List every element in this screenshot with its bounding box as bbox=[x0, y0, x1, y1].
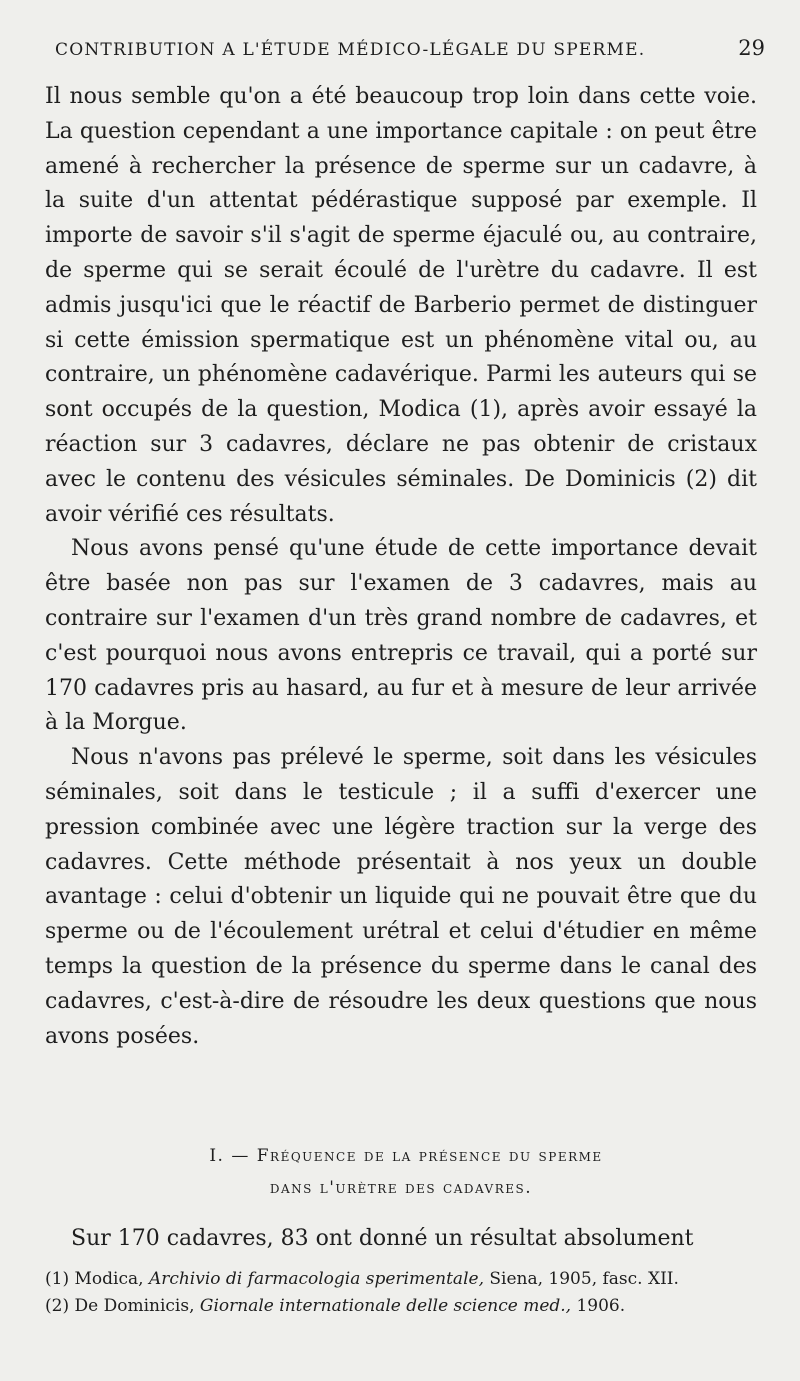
running-header bbox=[55, 36, 765, 60]
section-heading bbox=[45, 1140, 757, 1204]
running-title: CONTRIBUTION A L'ÉTUDE MÉDICO-LÉGALE DU SPERME. bbox=[55, 40, 646, 60]
footnote-marker: (2) bbox=[45, 1296, 70, 1316]
footnote-marker: (1) bbox=[45, 1269, 70, 1289]
section-heading-line-1: I. — Fréquence de la présence du sperme bbox=[209, 1146, 603, 1166]
body-text bbox=[45, 80, 757, 1054]
paragraph-3: Nous n'avons pas prélevé le sperme, soit dans les vésicules séminales, soit dans le testicule ; il a suffi d'exercer une pression combinée avec une légère traction sur la verge des cadavres. Cette méthode présentait à nos yeux un double avantage : celui d'obtenir un liquide qui ne pouvait être que du sperme ou de l'écoulement urétral et celui d'étudier en même temps la question de la présence du sperme dans le canal des cadavres, c'est-à-dire de résoudre les deux questions que nous avons posées. bbox=[45, 745, 757, 1049]
footnote-details: 1906. bbox=[576, 1296, 626, 1316]
footnote-2 bbox=[45, 1295, 757, 1317]
section-heading-line-2: dans l'urètre des cadavres. bbox=[269, 1178, 533, 1198]
page-number: 29 bbox=[738, 36, 765, 60]
footnote-1 bbox=[45, 1268, 757, 1290]
footnote-journal: Giornale internationale delle science med., bbox=[199, 1296, 572, 1316]
footnote-author: Modica, bbox=[74, 1269, 144, 1289]
paragraph-1: Il nous semble qu'on a été beaucoup trop loin dans cette voie. La question cependant a une importance capitale : on peut être amené à rechercher la présence de sperme sur un cadavre, à la suite d'un attentat pédérastique supposé par exemple. Il importe de savoir s'il s'agit de sperme éjaculé ou, au contraire, de sperme qui se serait écoulé de l'urètre du cadavre. Il est admis jusqu'ici que le réactif de Barberio permet de distinguer si cette émission spermatique est un phénomène vital ou, au contraire, un phénomène cadavérique. Parmi les auteurs qui se sont occupés de la question, Modica (1), après avoir essayé la réaction sur 3 cadavres, déclare ne pas obtenir de cristaux avec le contenu des vésicules séminales. De Dominicis (2) dit avoir vérifié ces résultats. bbox=[45, 84, 757, 527]
paragraph-4: Sur 170 cadavres, 83 ont donné un résultat absolument bbox=[71, 1226, 694, 1251]
footnotes bbox=[45, 1268, 757, 1322]
paragraph-2: Nous avons pensé qu'une étude de cette importance devait être basée non pas sur l'examen de 3 cadavres, mais au contraire sur l'examen d'un très grand nombre de cadavres, et c'est pourquoi nous avons entrepris ce travail, qui a porté sur 170 cadavres pris au hasard, au fur et à mesure de leur arrivée à la Morgue. bbox=[45, 536, 757, 736]
footnote-journal: Archivio di farmacologia sperimentale, bbox=[148, 1269, 484, 1289]
footnote-author: De Dominicis, bbox=[74, 1296, 195, 1316]
footnote-details: Siena, 1905, fasc. XII. bbox=[489, 1269, 679, 1289]
